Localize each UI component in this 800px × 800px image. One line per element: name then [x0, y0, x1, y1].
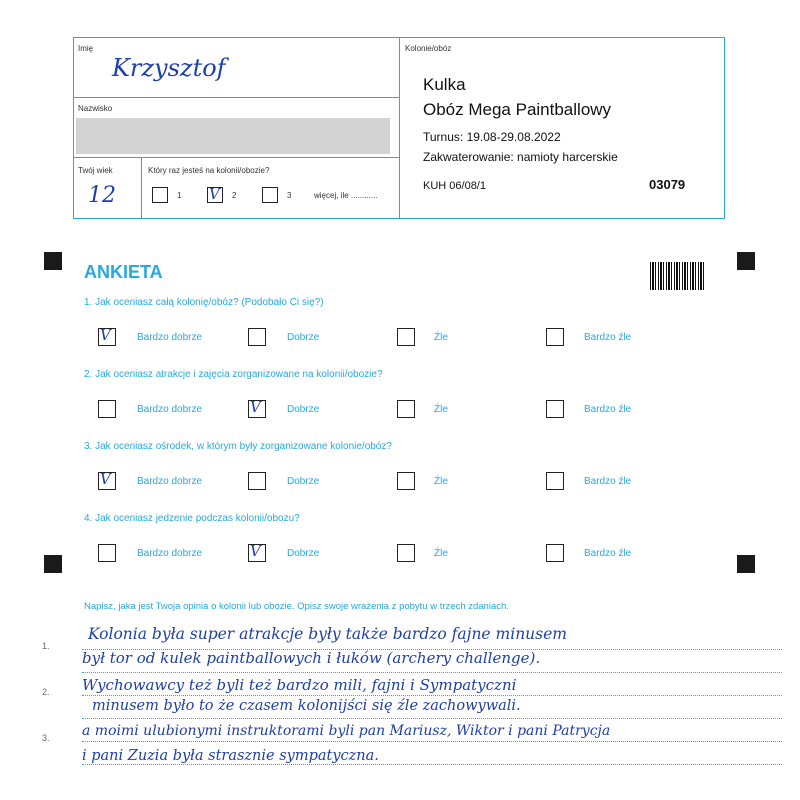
q4-checkbox-bardzo-dobrze[interactable] — [98, 544, 116, 562]
q3-option-bardzo-zle: Bardzo źle — [584, 476, 632, 487]
q4-option-dobrze: Dobrze — [287, 548, 320, 559]
header-divider-wiek — [141, 157, 142, 218]
nazwisko-redaction — [76, 118, 390, 154]
handwriting-line-3: Wychowawcy też byli też bardzo mili, fajni i Sympatyczni — [82, 676, 517, 694]
q1-option-bardzo-dobrze: Bardzo dobrze — [137, 332, 203, 343]
imie-label: Imię — [78, 44, 94, 53]
q4-checkbox-dobrze[interactable] — [248, 544, 266, 562]
q1-option-zle: Źle — [434, 332, 448, 343]
q3-option-zle: Źle — [434, 476, 448, 487]
visit-checkbox-1[interactable] — [152, 187, 168, 203]
header-divider-imie — [73, 97, 400, 98]
writing-line — [82, 764, 782, 765]
writing-line — [82, 695, 782, 696]
wiek-label: Twój wiek — [78, 166, 113, 175]
handwriting-line-6: i pani Zuzia była strasznie sympatyczna. — [82, 748, 379, 764]
q4-checkbox-zle[interactable] — [397, 544, 415, 562]
registration-mark-mid-right — [737, 555, 755, 573]
q3-option-bardzo-dobrze: Bardzo dobrze — [137, 476, 203, 487]
question-1: 1. Jak oceniasz całą kolonię/obóz? (Podobało Ci się?) — [84, 297, 324, 308]
q2-option-zle: Źle — [434, 404, 448, 415]
q3-checkbox-dobrze[interactable] — [248, 472, 266, 490]
barcode — [650, 262, 705, 290]
registration-mark-top-left — [44, 252, 62, 270]
q2-checkbox-bardzo-zle[interactable] — [546, 400, 564, 418]
handwriting-line-5: a moimi ulubionymi instruktorami byli pan Mariusz, Wiktor i pani Patrycja — [82, 723, 611, 739]
check-mark: V — [100, 470, 111, 488]
visit-option-1: 1 — [177, 191, 182, 200]
q4-option-bardzo-zle: Bardzo źle — [584, 548, 632, 559]
q2-checkbox-bardzo-dobrze[interactable] — [98, 400, 116, 418]
q1-checkbox-bardzo-zle[interactable] — [546, 328, 564, 346]
camp-name-2: Obóz Mega Paintballowy — [423, 100, 612, 119]
visit-option-3: 3 — [287, 191, 292, 200]
wiek-value: 12 — [88, 183, 116, 208]
zakwaterowanie: Zakwaterowanie: namioty harcerskie — [423, 150, 618, 164]
q1-checkbox-zle[interactable] — [397, 328, 415, 346]
question-3: 3. Jak oceniasz ośrodek, w którym były zorganizowane kolonie/obóz? — [84, 441, 392, 452]
writing-line — [82, 741, 782, 742]
q1-checkbox-bardzo-dobrze[interactable] — [98, 328, 116, 346]
line-number-2: 2. — [42, 687, 50, 697]
opinion-prompt: Napisz, jaka jest Twoja opinia o kolonii lub obozie. Opisz swoje wrażenia z pobytu w trzech zdaniach. — [84, 601, 509, 612]
visit-checkbox-3[interactable] — [262, 187, 278, 203]
visit-option-2: 2 — [232, 191, 237, 200]
registration-mark-mid-left — [44, 555, 62, 573]
check-mark: V — [209, 185, 220, 203]
q2-option-bardzo-zle: Bardzo źle — [584, 404, 632, 415]
writing-line — [82, 718, 782, 719]
line-number-1: 1. — [42, 641, 50, 651]
q4-option-bardzo-dobrze: Bardzo dobrze — [137, 548, 203, 559]
q1-option-dobrze: Dobrze — [287, 332, 320, 343]
check-mark: V — [250, 398, 261, 416]
camp-name-1: Kulka — [423, 75, 466, 94]
q2-option-bardzo-dobrze: Bardzo dobrze — [137, 404, 203, 415]
handwriting-line-4: minusem było to że czasem kolonijści się źle zachowywali. — [92, 698, 521, 714]
q3-option-dobrze: Dobrze — [287, 476, 320, 487]
check-mark: V — [100, 326, 111, 344]
q3-checkbox-bardzo-dobrze[interactable] — [98, 472, 116, 490]
q4-option-zle: Źle — [434, 548, 448, 559]
registration-mark-top-right — [737, 252, 755, 270]
form-number: 03079 — [649, 177, 686, 192]
imie-value: Krzysztof — [112, 54, 226, 82]
survey-title: ANKIETA — [84, 262, 163, 282]
question-2: 2. Jak oceniasz atrakcje i zajęcia zorganizowane na kolonii/obozie? — [84, 369, 383, 380]
check-mark: V — [250, 542, 261, 560]
line-number-3: 3. — [42, 733, 50, 743]
q1-option-bardzo-zle: Bardzo źle — [584, 332, 632, 343]
q1-checkbox-dobrze[interactable] — [248, 328, 266, 346]
turnus: Turnus: 19.08-29.08.2022 — [423, 130, 561, 144]
question-4: 4. Jak oceniasz jedzenie podczas kolonii/obozu? — [84, 513, 300, 524]
q2-option-dobrze: Dobrze — [287, 404, 320, 415]
handwriting-line-1: Kolonia była super atrakcje były także bardzo fajne minusem — [88, 625, 567, 643]
nazwisko-label: Nazwisko — [78, 104, 113, 113]
q4-checkbox-bardzo-zle[interactable] — [546, 544, 564, 562]
q3-checkbox-bardzo-zle[interactable] — [546, 472, 564, 490]
camp-code: KUH 06/08/1 — [423, 180, 486, 192]
handwriting-line-2: był tor od kulek paintballowych i łuków (archery challenge). — [82, 649, 541, 667]
ktory-raz-label: Który raz jesteś na kolonii/obozie? — [148, 166, 270, 175]
kolonie-label: Kolonie/obóz — [405, 44, 452, 53]
header-divider-vertical — [399, 37, 400, 218]
q3-checkbox-zle[interactable] — [397, 472, 415, 490]
wiecej-label: więcej, ile ............ — [314, 191, 378, 200]
visit-checkbox-2[interactable] — [207, 187, 223, 203]
q2-checkbox-dobrze[interactable] — [248, 400, 266, 418]
q2-checkbox-zle[interactable] — [397, 400, 415, 418]
header-divider-nazwisko — [73, 157, 400, 158]
writing-line — [82, 672, 782, 673]
